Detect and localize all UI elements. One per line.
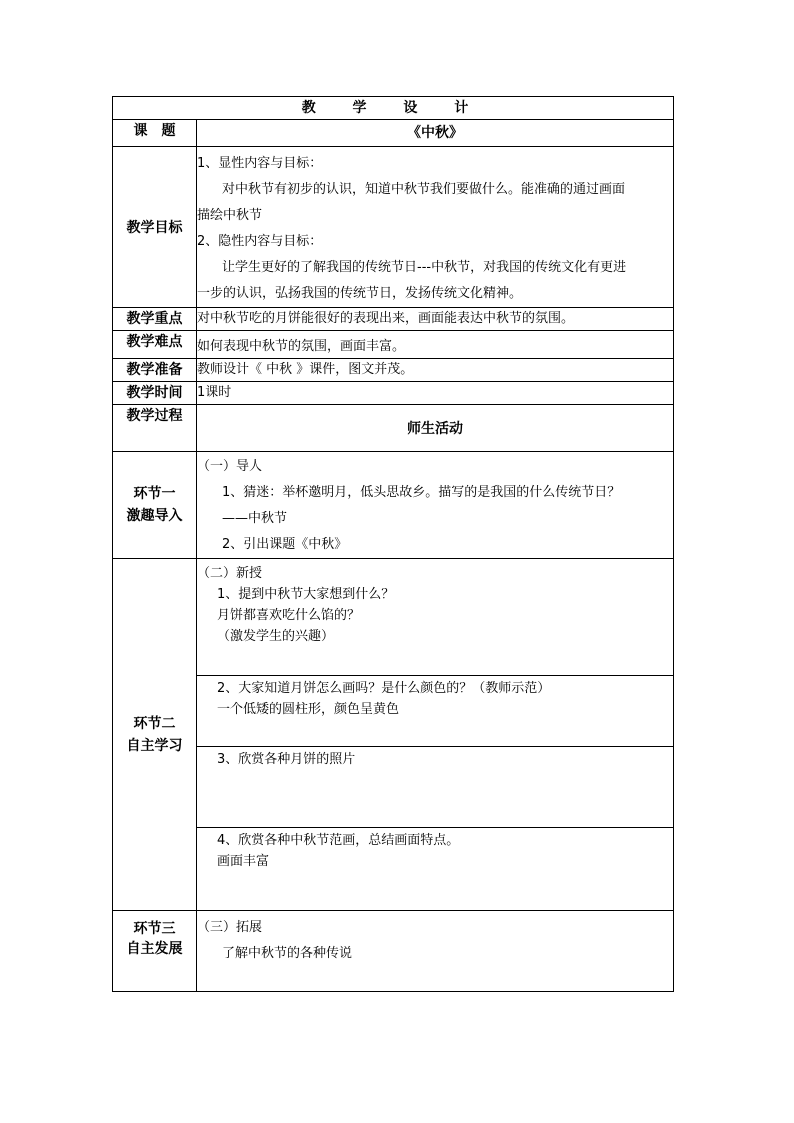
stage1-content (197, 452, 674, 559)
goals-line-6: 一步的认识，弘扬我国的传统节日，发扬传统文化精神。 (197, 286, 523, 301)
document-title: 教 学 设 计 (113, 97, 674, 120)
stage2-block3 (197, 747, 674, 828)
stage2-block4 (197, 828, 674, 911)
preparation-label: 教学准备 (113, 359, 197, 382)
stage1-line-1: （一）导人 (197, 459, 263, 474)
key-point-row (113, 308, 674, 331)
stage2-block2 (197, 676, 674, 747)
stage3-label-line2: 自主发展 (126, 941, 183, 957)
preparation-row (113, 359, 674, 382)
stage3-line-1: （三）拓展 (197, 920, 263, 935)
lesson-plan-table (112, 96, 674, 992)
stage2-block1 (197, 559, 674, 676)
stage2-block1-line-3: 月饼都喜欢吃什么馅的？ (217, 608, 361, 623)
goals-line-2: 对中秋节有初步的认识，知道中秋节我们要做什么。能准确的通过画面 (222, 182, 626, 197)
goals-row (113, 147, 674, 308)
stage2-block1-line-2: 1、提到中秋节大家想到什么？ (217, 587, 395, 602)
course-row (113, 120, 674, 147)
stage1-line-2: 1、猜迷：举杯邀明月，低头思故乡。描写的是我国的什么传统节日？ (222, 485, 621, 500)
stage2-row-2 (113, 676, 674, 747)
process-header: 师生活动 (197, 405, 674, 452)
stage1-label-line1: 环节一 (133, 486, 176, 502)
stage3-line-2: 了解中秋节的各种传说 (222, 946, 353, 961)
stage2-block4-line-2: 画面丰富 (217, 854, 270, 869)
goals-line-4: 2、隐性内容与目标： (197, 234, 323, 249)
stage2-label-line2: 自主学习 (126, 737, 183, 754)
stage1-line-3: ——中秋节 (222, 511, 288, 526)
stage1-label (113, 452, 197, 559)
goals-content (197, 147, 674, 308)
difficulty-row (113, 331, 674, 359)
stage3-content (197, 911, 674, 992)
stage2-row-1 (113, 559, 674, 676)
goals-label: 教学目标 (113, 147, 197, 308)
goals-line-5: 让学生更好的了解我国的传统节日---中秋节，对我国的传统文化有更进 (222, 260, 627, 275)
stage1-line-4: 2、引出课题《中秋》 (222, 537, 348, 552)
course-label: 课 题 (113, 120, 197, 147)
stage1-row (113, 452, 674, 559)
stage1-label-line2: 激趣导入 (126, 508, 183, 524)
stage2-block2-line-2: 一个低矮的圆柱形，颜色呈黄色 (217, 702, 400, 717)
goals-line-1: 1、显性内容与目标： (197, 156, 323, 171)
process-row (113, 405, 674, 452)
stage2-block1-line-1: （二）新授 (197, 566, 263, 581)
preparation-text: 教师设计《 中秋 》课件，图文并茂。 (197, 359, 674, 382)
duration-text: 1课时 (197, 382, 674, 405)
stage2-block1-line-4: （激发学生的兴趣） (217, 629, 335, 644)
duration-label: 教学时间 (113, 382, 197, 405)
stage3-label (113, 911, 197, 992)
key-point-text: 对中秋节吃的月饼能很好的表现出来，画面能表达中秋节的氛围。 (197, 308, 674, 331)
stage2-row-3 (113, 747, 674, 828)
duration-row (113, 382, 674, 405)
stage2-block2-line-1: 2、大家知道月饼怎么画吗？是什么颜色的？（教师示范） (217, 681, 551, 696)
stage3-row (113, 911, 674, 992)
stage2-label (113, 559, 197, 911)
key-point-label: 教学重点 (113, 308, 197, 331)
stage2-row-4 (113, 828, 674, 911)
title-row (113, 97, 674, 120)
course-name: 《中秋》 (197, 120, 674, 147)
stage3-label-line1: 环节三 (133, 921, 176, 937)
stage2-block4-line-1: 4、欣赏各种中秋节范画，总结画面特点。 (217, 833, 460, 848)
goals-line-3: 描绘中秋节 (197, 208, 263, 223)
stage2-label-line1: 环节二 (133, 715, 176, 732)
difficulty-text: 如何表现中秋节的氛围，画面丰富。 (197, 331, 674, 359)
process-label: 教学过程 (113, 405, 197, 452)
difficulty-label: 教学难点 (113, 331, 197, 359)
stage2-block3-line-1: 3、欣赏各种月饼的照片 (217, 752, 356, 767)
